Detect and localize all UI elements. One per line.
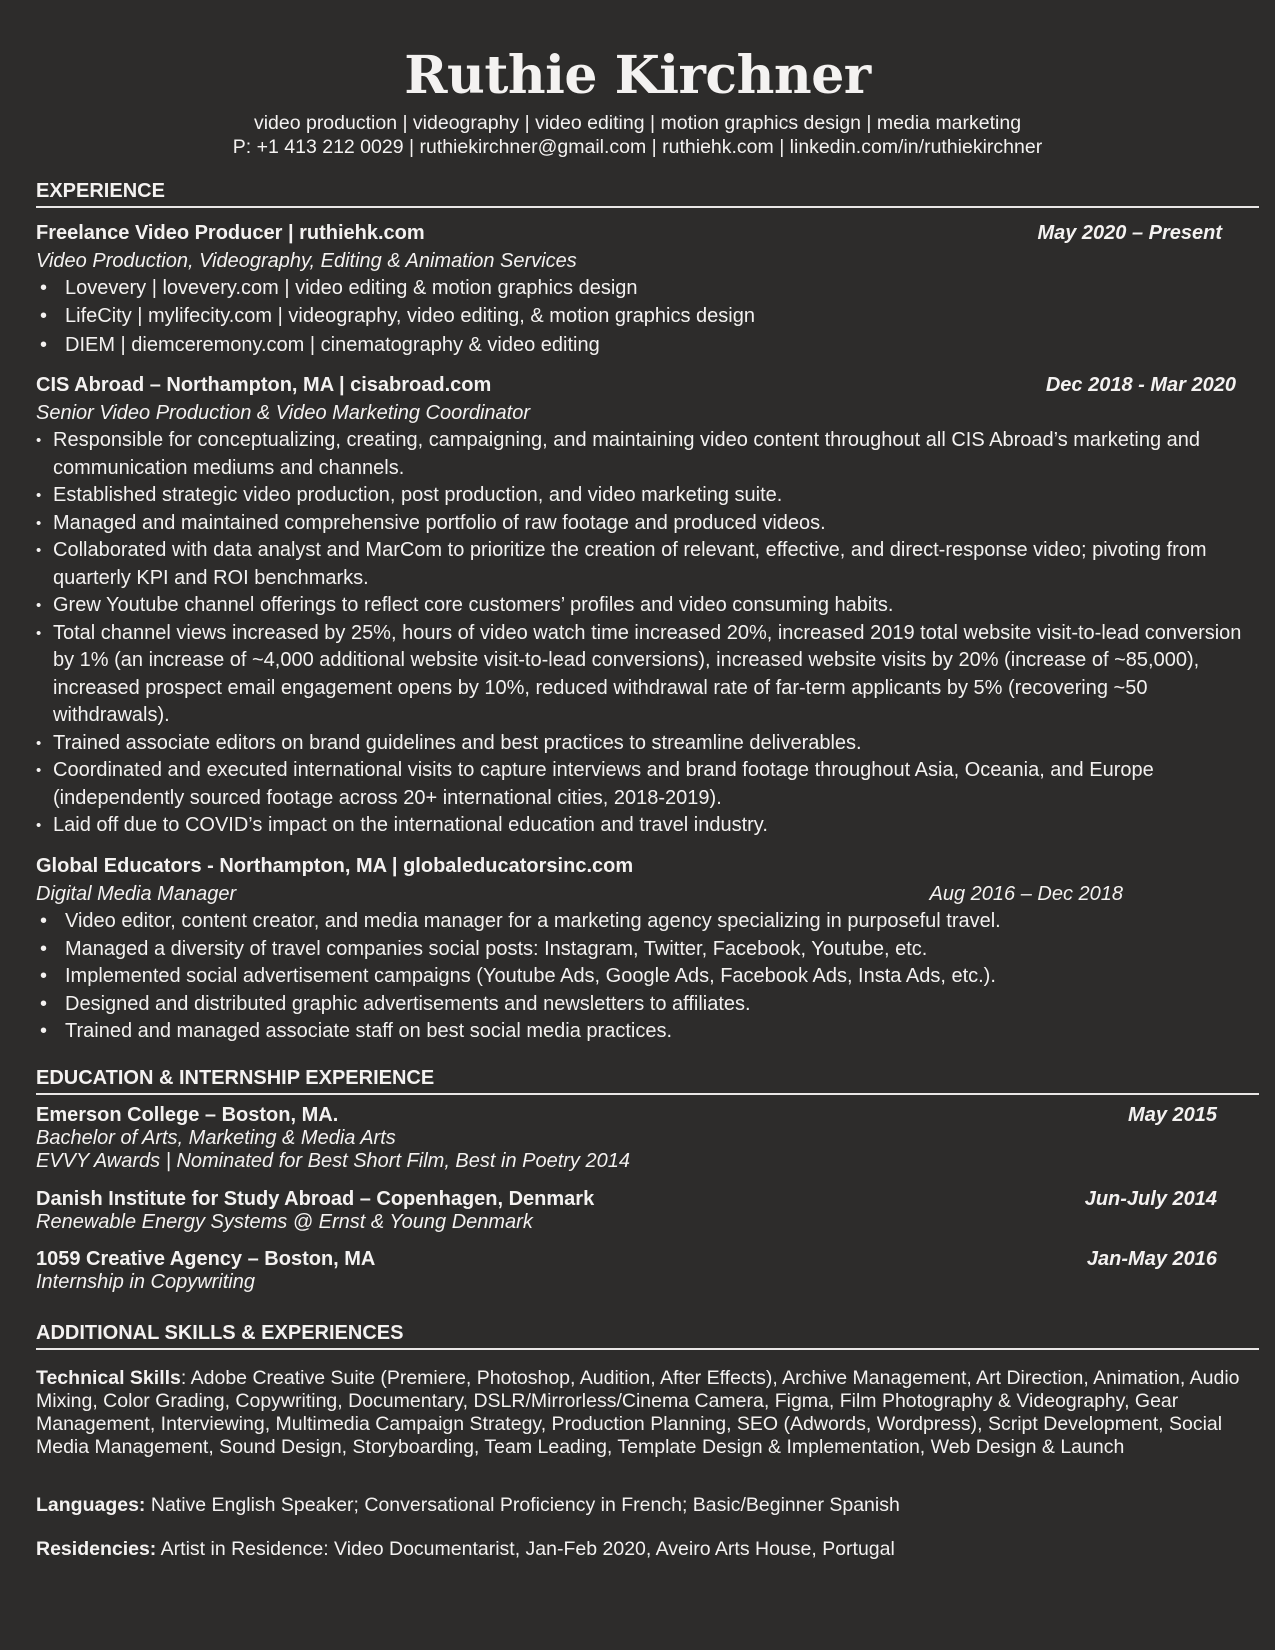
section-divider (36, 1348, 1259, 1350)
section-divider (36, 1093, 1259, 1095)
education-detail: Renewable Energy Systems @ Ernst & Young Denmark (36, 1211, 533, 1233)
education-dates: Jan-May 2016 (1086, 1248, 1217, 1270)
job-subtitle: Senior Video Production & Video Marketing Coordinator (36, 401, 531, 424)
job-title: CIS Abroad – Northampton, MA | cisabroad.com (36, 374, 492, 396)
list-item: • Trained associate editors on brand guidelines and best practices to streamline deliverables. (36, 730, 1259, 758)
residencies-text: Artist in Residence: Video Documentarist, Jan-Feb 2020, Aveiro Arts House, Portugal (156, 1538, 895, 1560)
list-item: • Laid off due to COVID’s impact on the international education and travel industry. (36, 812, 1259, 840)
tagline: video production | videography | video editing | motion graphics design | media marketing (253, 112, 1022, 134)
list-item: • LifeCity | mylifecity.com | videography, video editing, & motion graphics design (36, 303, 1259, 331)
list-item: • Managed a diversity of travel companies social posts: Instagram, Twitter, Facebook, Youtube, etc. (36, 936, 1259, 964)
candidate-name: Ruthie Kirchner (404, 45, 871, 106)
languages-text: Native English Speaker; Conversational Proficiency in French; Basic/Beginner Spanish (145, 1494, 900, 1516)
education-emerson (36, 1104, 1217, 1173)
job-dates: May 2020 – Present (1037, 222, 1222, 244)
school-name: Danish Institute for Study Abroad – Copenhagen, Denmark (36, 1188, 595, 1210)
list-item: • Coordinated and executed international visits to capture interviews and brand footage throughout Asia, Oceania, and Europe (independently sourced footage across 20+ international cities, 2018-2019). (36, 757, 1259, 812)
list-item: • Collaborated with data analyst and MarCom to prioritize the creation of relevant, effective, and direct-response video; pivoting from quarterly KPI and ROI benchmarks. (36, 537, 1259, 592)
section-heading-skills: ADDITIONAL SKILLS & EXPERIENCES (36, 1322, 404, 1344)
education-detail: EVVY Awards | Nominated for Best Short Film, Best in Poetry 2014 (36, 1150, 630, 1172)
list-item: • Responsible for conceptualizing, creating, campaigning, and maintaining video content throughout all CIS Abroad’s marketing and communication mediums and channels. (36, 427, 1259, 482)
list-item: • Video editor, content creator, and media manager for a marketing agency specializing in purposeful travel. (36, 908, 1259, 936)
list-item: • Managed and maintained comprehensive portfolio of raw footage and produced videos. (36, 510, 1259, 538)
residencies (36, 1538, 1261, 1561)
section-heading-education: EDUCATION & INTERNSHIP EXPERIENCE (36, 1067, 435, 1089)
job-global-educators (36, 853, 1259, 1046)
education-dates: May 2015 (1128, 1104, 1217, 1126)
education-detail: Bachelor of Arts, Marketing & Media Arts (36, 1127, 396, 1149)
section-divider (36, 206, 1259, 208)
list-item: • Lovevery | lovevery.com | video editing & motion graphics design (36, 275, 1259, 303)
languages (36, 1494, 1261, 1517)
education-dates: Jun-July 2014 (1084, 1188, 1217, 1210)
languages-label: Languages: (36, 1494, 146, 1516)
school-name: Emerson College – Boston, MA. (36, 1104, 339, 1126)
school-name: 1059 Creative Agency – Boston, MA (36, 1248, 376, 1270)
job-freelance (36, 220, 1259, 360)
education-1059-creative (36, 1248, 1217, 1294)
residencies-label: Residencies: (36, 1538, 157, 1560)
job-title: Freelance Video Producer | ruthiehk.com (36, 222, 425, 244)
contact-info: P: +1 413 212 0029 | ruthiekirchner@gmail.com | ruthiehk.com | linkedin.com/in/ruthiekirchner (232, 136, 1043, 158)
technical-skills-label: Technical Skills (36, 1367, 181, 1389)
technical-skills-text: : Adobe Creative Suite (Premiere, Photoshop, Audition, After Effects), Archive Management, Art Direction, Animation, Audio Mixing, Color Grading, Copywriting, Documentary, DSLR/Mirrorless/Cinema Camera, Figma, Film Photography & Videography, Gear Management, Interviewing, Multimedia Campaign Strategy, Production Planning, SEO (Adwords, Wordpress), Script Development, Social Media Management, Sound Design, Storyboarding, Team Leading, Template Design & Implementation, Web Design & Launch (36, 1367, 1240, 1458)
job-title: Global Educators - Northampton, MA | globaleducatorsinc.com (36, 855, 634, 877)
list-item: • Implemented social advertisement campaigns (Youtube Ads, Google Ads, Facebook Ads, Insta Ads, etc.). (36, 963, 1259, 991)
job-subtitle: Video Production, Videography, Editing & Animation Services (36, 249, 577, 272)
list-item: • Grew Youtube channel offerings to reflect core customers’ profiles and video consuming habits. (36, 592, 1259, 620)
job-dates: Dec 2018 - Mar 2020 (1045, 374, 1236, 396)
list-item: • Trained and managed associate staff on best social media practices. (36, 1018, 1259, 1046)
education-detail: Internship in Copywriting (36, 1271, 255, 1293)
list-item: • DIEM | diemceremony.com | cinematography & video editing (36, 332, 1259, 360)
job-subtitle: Digital Media Manager (36, 882, 237, 905)
section-heading-experience: EXPERIENCE (36, 180, 165, 202)
list-item: • Established strategic video production, post production, and video marketing suite. (36, 482, 1259, 510)
list-item: • Total channel views increased by 25%, hours of video watch time increased 20%, increased 2019 total website visit-to-lead conversion by 1% (an increase of ~4,000 additional website visit-to-lead conversions), increased website visits by 20% (increase of ~85,000), increased prospect email engagement opens by 10%, reduced withdrawal rate of far-term applicants by 5% (recovering ~50 withdrawals). (36, 620, 1259, 730)
list-item: • Designed and distributed graphic advertisements and newsletters to affiliates. (36, 991, 1259, 1019)
technical-skills (36, 1367, 1261, 1459)
education-danish-institute (36, 1188, 1217, 1234)
job-cis-abroad (36, 372, 1259, 840)
job-dates: Aug 2016 – Dec 2018 (929, 882, 1123, 905)
